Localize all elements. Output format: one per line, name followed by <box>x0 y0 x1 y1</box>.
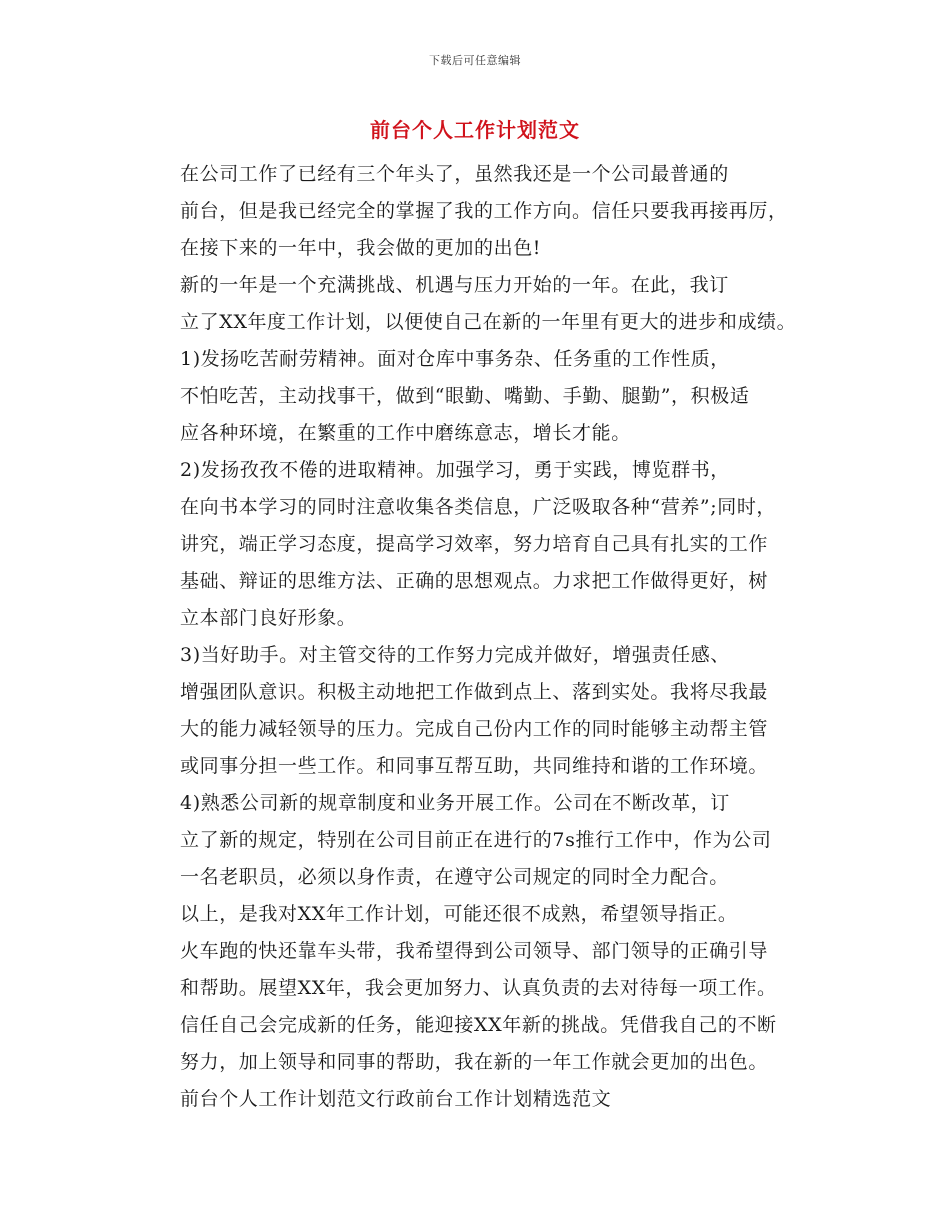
paragraph-item-4 <box>142 785 814 896</box>
text-line: 努力，加上领导和同事的帮助，我在新的一年工作就会更加的出色。 <box>180 1051 769 1073</box>
text-line: 前台个人工作计划范文行政前台工作计划精选范文 <box>180 1088 612 1110</box>
paragraph-item-3 <box>142 637 814 785</box>
paragraph-item-2 <box>142 452 814 637</box>
text-line: 基础、辩证的思维方法、正确的思想观点。力求把工作做得更好，树 <box>180 570 769 592</box>
page-header: 下载后可任意编辑 <box>429 54 521 67</box>
text-line: 3)当好助手。对主管交待的工作努力完成并做好，增强责任感、 <box>180 644 730 666</box>
text-line: 或同事分担一些工作。和同事互帮互助，共同维持和谐的工作环境。 <box>180 755 769 777</box>
paragraph-new-year <box>142 267 814 341</box>
text-line: 信任自己会完成新的任务，能迎接XX年新的挑战。凭借我自己的不断 <box>180 1014 777 1036</box>
text-line: 立了XX年度工作计划，以便使自己在新的一年里有更大的进步和成绩。 <box>180 311 797 333</box>
text-line: 和帮助。展望XX年，我会更加努力、认真负责的去对待每一项工作。 <box>180 977 777 999</box>
text-line: 不怕吃苦，主动找事干，做到“眼勤、嘴勤、手勤、腿勤”，积极适 <box>180 385 750 407</box>
text-line: 在公司工作了已经有三个年头了，虽然我还是一个公司最普通的 <box>180 163 729 185</box>
text-line: 在向书本学习的同时注意收集各类信息，广泛吸取各种“营养”;同时， <box>180 496 777 518</box>
text-line: 前台，但是我已经完全的掌握了我的工作方向。信任只要我再接再厉， <box>180 200 788 222</box>
text-line: 以上，是我对XX年工作计划，可能还很不成熟，希望领导指正。 <box>180 903 738 925</box>
text-line: 一名老职员，必须以身作责，在遵守公司规定的同时全力配合。 <box>180 866 729 888</box>
text-line: 4)熟悉公司新的规章制度和业务开展工作。公司在不断改革，订 <box>180 792 730 814</box>
document-body <box>142 156 814 1118</box>
text-line: 立本部门良好形象。 <box>180 607 357 629</box>
document-title: 前台个人工作计划范文 <box>370 118 580 142</box>
text-line: 在接下来的一年中，我会做的更加的出色! <box>180 237 542 259</box>
text-line: 立了新的规定，特别在公司目前正在进行的7s推行工作中，作为公司 <box>180 829 772 851</box>
text-line: 2)发扬孜孜不倦的进取精神。加强学习，勇于实践，博览群书， <box>180 459 730 481</box>
text-line: 新的一年是一个充满挑战、机遇与压力开始的一年。在此，我订 <box>180 274 729 296</box>
paragraph-intro <box>142 156 814 267</box>
text-line: 火车跑的快还靠车头带，我希望得到公司领导、部门领导的正确引导 <box>180 940 769 962</box>
paragraph-footer-title <box>142 1081 814 1118</box>
text-line: 大的能力减轻领导的压力。完成自己份内工作的同时能够主动帮主管 <box>180 718 769 740</box>
text-line: 增强团队意识。积极主动地把工作做到点上、落到实处。我将尽我最 <box>180 681 769 703</box>
paragraph-item-1 <box>142 341 814 452</box>
paragraph-conclusion <box>142 896 814 1081</box>
text-line: 讲究，端正学习态度，提高学习效率，努力培育自己具有扎实的工作 <box>180 533 769 555</box>
text-line: 应各种环境，在繁重的工作中磨练意志，增长才能。 <box>180 422 631 444</box>
text-line: 1)发扬吃苦耐劳精神。面对仓库中事务杂、任务重的工作性质， <box>180 348 730 370</box>
